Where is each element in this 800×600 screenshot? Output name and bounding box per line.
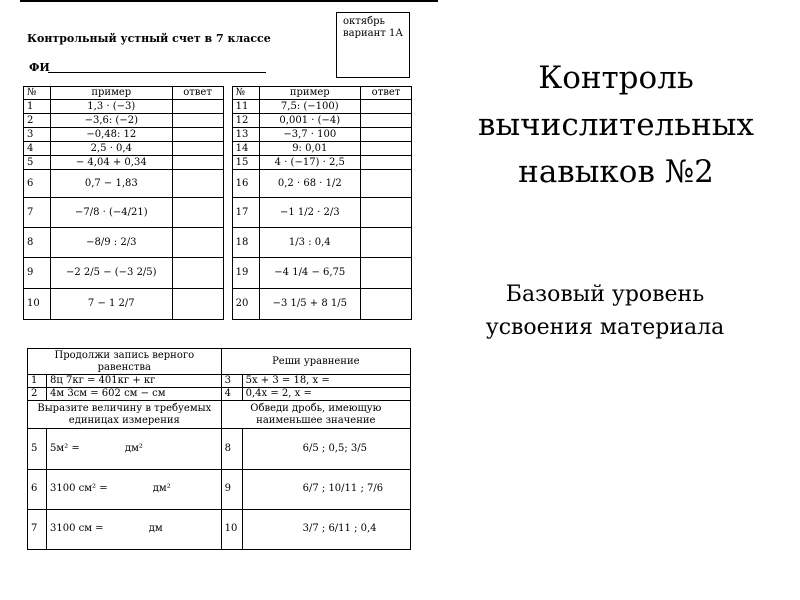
answer-cell[interactable] (361, 99, 412, 113)
row-num: 9 (221, 469, 242, 509)
row-num: 13 (232, 127, 259, 141)
row-num: 19 (232, 257, 259, 288)
unit-target: дм² (152, 483, 171, 495)
answer-cell[interactable] (172, 227, 223, 257)
fi-underline (48, 72, 266, 73)
head-fractions: Обведи дробь, имеющую наименьшее значение (221, 401, 410, 429)
row-num: 12 (232, 113, 259, 127)
worksheet-title: Контрольный устный счет в 7 классе (27, 32, 271, 45)
slide-subtitle-line1: Базовый уровень (505, 282, 705, 307)
row-num: 5 (28, 429, 47, 469)
row-num: 6 (28, 469, 47, 509)
variant-month: октябрь (343, 16, 385, 27)
answer-cell[interactable] (172, 257, 223, 288)
example-cell: −4 1/4 − 6,75 (259, 257, 360, 288)
example-cell: −0,48: 12 (51, 127, 173, 141)
task-text: 8ц 7кг = 401кг + кг (47, 375, 222, 388)
example-cell: 1,3 · (−3) (51, 99, 173, 113)
unit-target: дм² (124, 442, 143, 454)
row-num: 15 (232, 155, 259, 169)
row-num: 4 (221, 388, 242, 401)
answer-cell[interactable] (172, 155, 223, 169)
col-example-left: пример (51, 87, 173, 100)
example-cell: 7,5: (−100) (259, 99, 360, 113)
head-equations: Реши уравнение (221, 349, 410, 375)
slide-subtitle-line2: усвоения материала (485, 315, 725, 340)
col-example-right: пример (259, 87, 360, 100)
unit-task: 3100 см² = (50, 483, 108, 495)
task-text: 5х + 3 = 18, х = (242, 375, 410, 388)
row-num: 10 (221, 509, 242, 549)
answer-cell[interactable] (361, 155, 412, 169)
sheet-top-border (20, 0, 438, 2)
example-cell: 0,2 · 68 · 1/2 (259, 169, 360, 197)
head-equalities: Продолжи запись верного равенства (28, 349, 222, 375)
row-num: 7 (28, 509, 47, 549)
col-answer-left: ответ (172, 87, 223, 100)
row-num: 5 (24, 155, 51, 169)
task-text (47, 509, 222, 549)
head-units: Выразите величину в требуемых единицах измерения (28, 401, 222, 429)
example-cell: 4 · (−17) · 2,5 (259, 155, 360, 169)
answer-cell[interactable] (172, 141, 223, 155)
slide-title (440, 55, 792, 196)
example-cell: 1/3 : 0,4 (259, 227, 360, 257)
variant-box (336, 12, 410, 78)
fraction-choices: 6/7 ; 10/11 ; 7/6 (242, 469, 410, 509)
example-cell: − 4,04 + 0,34 (51, 155, 173, 169)
row-num: 1 (24, 99, 51, 113)
task-text: 4м 3см = 602 см − см (47, 388, 222, 401)
col-answer-right: ответ (361, 87, 412, 100)
example-cell: 9: 0,01 (259, 141, 360, 155)
row-num: 8 (221, 429, 242, 469)
answer-cell[interactable] (172, 99, 223, 113)
answer-cell[interactable] (361, 113, 412, 127)
answer-cell[interactable] (361, 227, 412, 257)
answer-cell[interactable] (361, 288, 412, 319)
example-cell: −1 1/2 · 2/3 (259, 197, 360, 227)
unit-target: дм (148, 523, 163, 535)
example-cell: 7 − 1 2/7 (51, 288, 173, 319)
row-num: 10 (24, 288, 51, 319)
row-num: 3 (24, 127, 51, 141)
answer-cell[interactable] (361, 127, 412, 141)
col-num-right: № (232, 87, 259, 100)
example-cell: 2,5 · 0,4 (51, 141, 173, 155)
example-cell: −3,6: (−2) (51, 113, 173, 127)
answer-cell[interactable] (361, 197, 412, 227)
answer-cell[interactable] (361, 257, 412, 288)
slide-title-line1: Контроль (538, 60, 694, 96)
row-num: 4 (24, 141, 51, 155)
row-num: 9 (24, 257, 51, 288)
slide-title-line2: вычислительных (478, 107, 754, 143)
example-cell: −3 1/5 + 8 1/5 (259, 288, 360, 319)
fraction-choices: 3/7 ; 6/11 ; 0,4 (242, 509, 410, 549)
row-num: 17 (232, 197, 259, 227)
fraction-choices: 6/5 ; 0,5; 3/5 (242, 429, 410, 469)
slide-subtitle (440, 278, 770, 344)
row-num: 1 (28, 375, 47, 388)
example-cell: −3,7 · 100 (259, 127, 360, 141)
row-num: 16 (232, 169, 259, 197)
row-num: 8 (24, 227, 51, 257)
row-num: 2 (28, 388, 47, 401)
task-text: 0,4х = 2, х = (242, 388, 410, 401)
row-num: 11 (232, 99, 259, 113)
example-cell: 0,7 − 1,83 (51, 169, 173, 197)
row-num: 2 (24, 113, 51, 127)
answer-cell[interactable] (172, 127, 223, 141)
slide-title-line3: навыков №2 (518, 154, 714, 190)
row-num: 6 (24, 169, 51, 197)
answer-cell[interactable] (361, 141, 412, 155)
example-cell: −7/8 · (−4/21) (51, 197, 173, 227)
answer-cell[interactable] (172, 169, 223, 197)
row-num: 14 (232, 141, 259, 155)
example-cell: −2 2/5 − (−3 2/5) (51, 257, 173, 288)
task-text (47, 469, 222, 509)
variant-label: вариант 1А (343, 28, 403, 39)
row-num: 7 (24, 197, 51, 227)
col-num-left: № (24, 87, 51, 100)
examples-table (23, 86, 412, 320)
task-text (47, 429, 222, 469)
answer-cell[interactable] (172, 113, 223, 127)
example-cell: 0,001 · (−4) (259, 113, 360, 127)
answer-cell[interactable] (172, 288, 223, 319)
answer-cell[interactable] (172, 197, 223, 227)
unit-task: 3100 см = (50, 523, 104, 535)
answer-cell[interactable] (361, 169, 412, 197)
unit-task: 5м² = (50, 442, 80, 454)
tasks-table (27, 348, 411, 550)
example-cell: −8/9 : 2/3 (51, 227, 173, 257)
row-num: 3 (221, 375, 242, 388)
row-num: 20 (232, 288, 259, 319)
fi-label: ФИ (29, 61, 50, 74)
row-num: 18 (232, 227, 259, 257)
